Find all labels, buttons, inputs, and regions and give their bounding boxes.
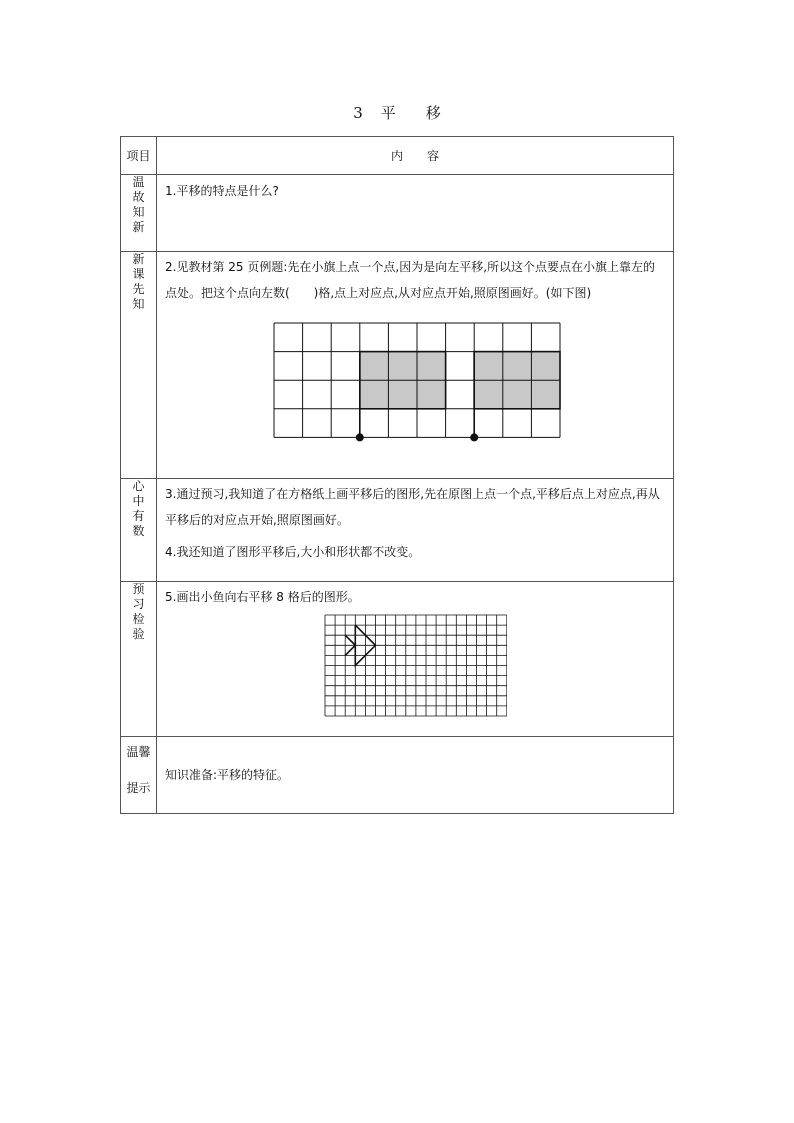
header-content: 内 容 [157, 137, 674, 175]
row-label-text: 心中有数 [132, 479, 145, 538]
question-3: 3.通过预习,我知道了在方格纸上画平移后的图形,先在原图上点一个点,平移后点上对应点,再从平移后的对应点开始,照原图画好。 [165, 487, 660, 527]
row-label [121, 582, 157, 737]
fish-grid-figure [324, 614, 673, 717]
row-label [121, 175, 157, 252]
question-2: 2.见教材第 25 页例题:先在小旗上点一个点,因为是向左平移,所以这个点要点在小旗上靠左的点处。把这个点向左数( )格,点上对应点,从对应点开始,照原图画好。(如下图) [165, 260, 656, 300]
title-char-2: 移 [425, 104, 441, 122]
question-1: 1.平移的特点是什么? [165, 184, 279, 198]
question-5: 5.画出小鱼向右平移 8 格后的图形。 [165, 590, 360, 604]
row-label-text: 新课先知 [132, 252, 145, 311]
flag-grid [273, 322, 565, 444]
table-header-row [121, 137, 674, 175]
pole-dot [470, 433, 478, 441]
fish-grid [324, 614, 507, 717]
row-content [157, 737, 674, 814]
row-label-line-2: 提示 [126, 781, 151, 795]
row-label [121, 479, 157, 582]
row-label [121, 252, 157, 479]
table-row [121, 252, 674, 479]
worksheet-table [120, 136, 674, 814]
pole-dot [356, 433, 364, 441]
row-content [157, 252, 674, 479]
page-title [0, 102, 794, 123]
title-char-1: 平 [380, 104, 396, 122]
table-row [121, 737, 674, 814]
row-label [121, 737, 157, 814]
row-label-line-1: 温馨 [126, 745, 151, 759]
question-4: 4.我还知道了图形平移后,大小和形状都不改变。 [165, 545, 421, 559]
row-content [157, 479, 674, 582]
row-label-text: 预习检验 [132, 582, 145, 641]
row-label-text: 温故知新 [132, 175, 145, 234]
header-item: 项目 [121, 137, 157, 175]
flag-grid-figure [273, 322, 673, 446]
row-content [157, 582, 674, 737]
table-row [121, 175, 674, 252]
title-number: 3 [353, 104, 363, 122]
table-row [121, 582, 674, 737]
row-content [157, 175, 674, 252]
tip-text: 知识准备:平移的特征。 [165, 768, 290, 782]
table-row [121, 479, 674, 582]
